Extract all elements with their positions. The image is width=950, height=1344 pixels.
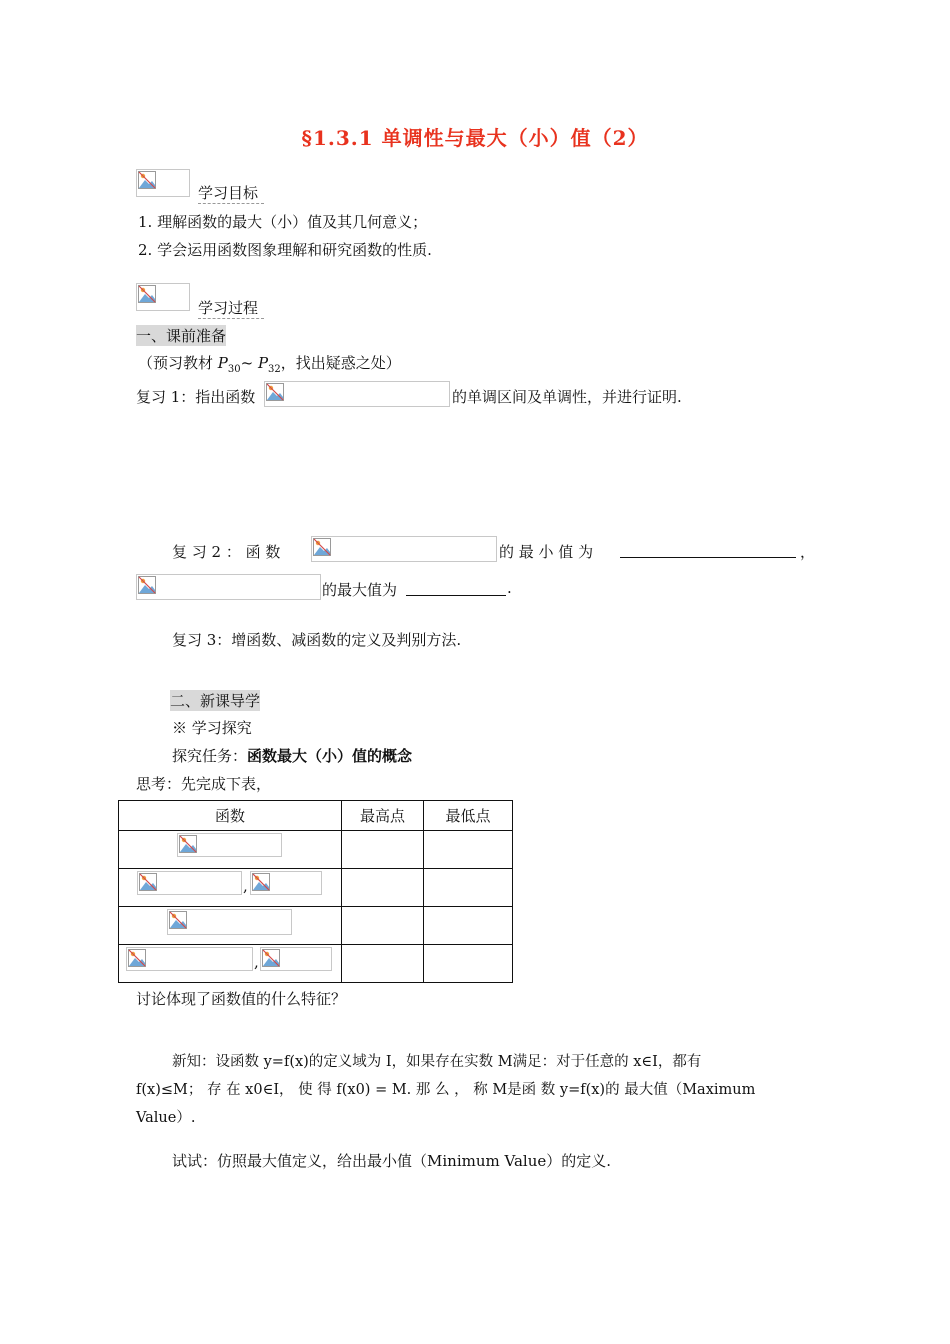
- review2-text: ，: [800, 543, 816, 561]
- table-header: 函数: [119, 801, 342, 831]
- preview-note: （预习教材 $P_{30}\sim$ $P_{32}$，找出疑惑之处）: [138, 354, 401, 375]
- formula-image: [126, 947, 253, 971]
- task-line: 探究任务：函数最大（小）值的概念: [172, 747, 413, 765]
- broken-image-icon: [313, 538, 331, 556]
- image-placeholder: [136, 283, 190, 311]
- goal-item: 2. 学会运用函数图象理解和研究函数的性质.: [138, 241, 432, 259]
- comma: ,: [243, 877, 248, 895]
- table-cell[interactable]: [424, 869, 513, 907]
- broken-image-icon: [128, 949, 146, 967]
- review1-text: 的单调区间及单调性，并进行证明.: [452, 388, 682, 406]
- function-table: [118, 800, 513, 983]
- formula-image: [260, 947, 332, 971]
- discuss-line: 讨论体现了函数值的什么特征？: [136, 990, 347, 1008]
- table-cell[interactable]: [424, 945, 513, 983]
- table-cell[interactable]: [342, 831, 424, 869]
- broken-image-icon: [252, 873, 270, 891]
- comma: ,: [254, 953, 259, 971]
- try-it-line: 试试：仿照最大值定义，给出最小值（Minimum Value）的定义.: [172, 1152, 611, 1170]
- table-cell[interactable]: [342, 869, 424, 907]
- table-row: [119, 831, 513, 869]
- table-cell[interactable]: [424, 907, 513, 945]
- broken-image-icon: [262, 949, 280, 967]
- table-row: [119, 907, 513, 945]
- review2-text: 的最大值为: [322, 581, 398, 599]
- formula-image: [311, 536, 497, 562]
- review2-text: .: [507, 579, 512, 597]
- broken-image-icon: [138, 285, 156, 303]
- formula-image: [250, 871, 322, 895]
- new-knowledge: f(x)≤M； 存 在 x0∈I， 使 得 f(x0) = M. 那 么 ， 称 M是函 数 y=f(x)的 最大值（Maximum: [136, 1082, 756, 1098]
- broken-image-icon: [179, 835, 197, 853]
- answer-blank[interactable]: [406, 581, 506, 596]
- broken-image-icon: [266, 383, 284, 401]
- explore-heading: ※ 学习探究: [172, 719, 252, 737]
- broken-image-icon: [138, 171, 156, 189]
- review2-text: 复 习 2 ： 函 数: [172, 543, 281, 561]
- goal-item: 1. 理解函数的最大（小）值及其几何意义；: [138, 213, 428, 231]
- table-cell[interactable]: [424, 831, 513, 869]
- review3-text: 复习 3：增函数、减函数的定义及判别方法.: [172, 631, 462, 649]
- section-heading: 二、新课导学: [170, 692, 261, 710]
- formula-image: [136, 574, 321, 600]
- goals-heading: 学习目标: [198, 182, 264, 204]
- table-header: 最高点: [342, 801, 424, 831]
- formula-image: [264, 381, 450, 407]
- think-line: 思考：先完成下表，: [136, 775, 272, 793]
- page-title: §1.3.1 单调性与最大（小）值（2）: [301, 126, 649, 150]
- formula-image: [177, 833, 282, 857]
- broken-image-icon: [169, 911, 187, 929]
- table-row: [119, 869, 513, 907]
- section-heading: 一、课前准备: [136, 327, 227, 345]
- answer-blank[interactable]: [620, 543, 796, 558]
- table-row: [119, 945, 513, 983]
- review2-text: 的 最 小 值 为: [499, 543, 594, 561]
- image-placeholder: [136, 169, 190, 197]
- new-knowledge: Value）.: [136, 1110, 196, 1126]
- broken-image-icon: [138, 576, 156, 594]
- formula-image: [167, 909, 292, 935]
- process-heading: 学习过程: [198, 297, 264, 319]
- table-cell[interactable]: [342, 945, 424, 983]
- table-header: 最低点: [424, 801, 513, 831]
- new-knowledge: 新知：设函数 y=f(x)的定义域为 I，如果存在实数 M满足：对于任意的 x∈I，都有: [172, 1054, 702, 1070]
- broken-image-icon: [139, 873, 157, 891]
- review1-text: 复习 1：指出函数: [136, 388, 256, 406]
- formula-image: [137, 871, 242, 895]
- table-cell[interactable]: [342, 907, 424, 945]
